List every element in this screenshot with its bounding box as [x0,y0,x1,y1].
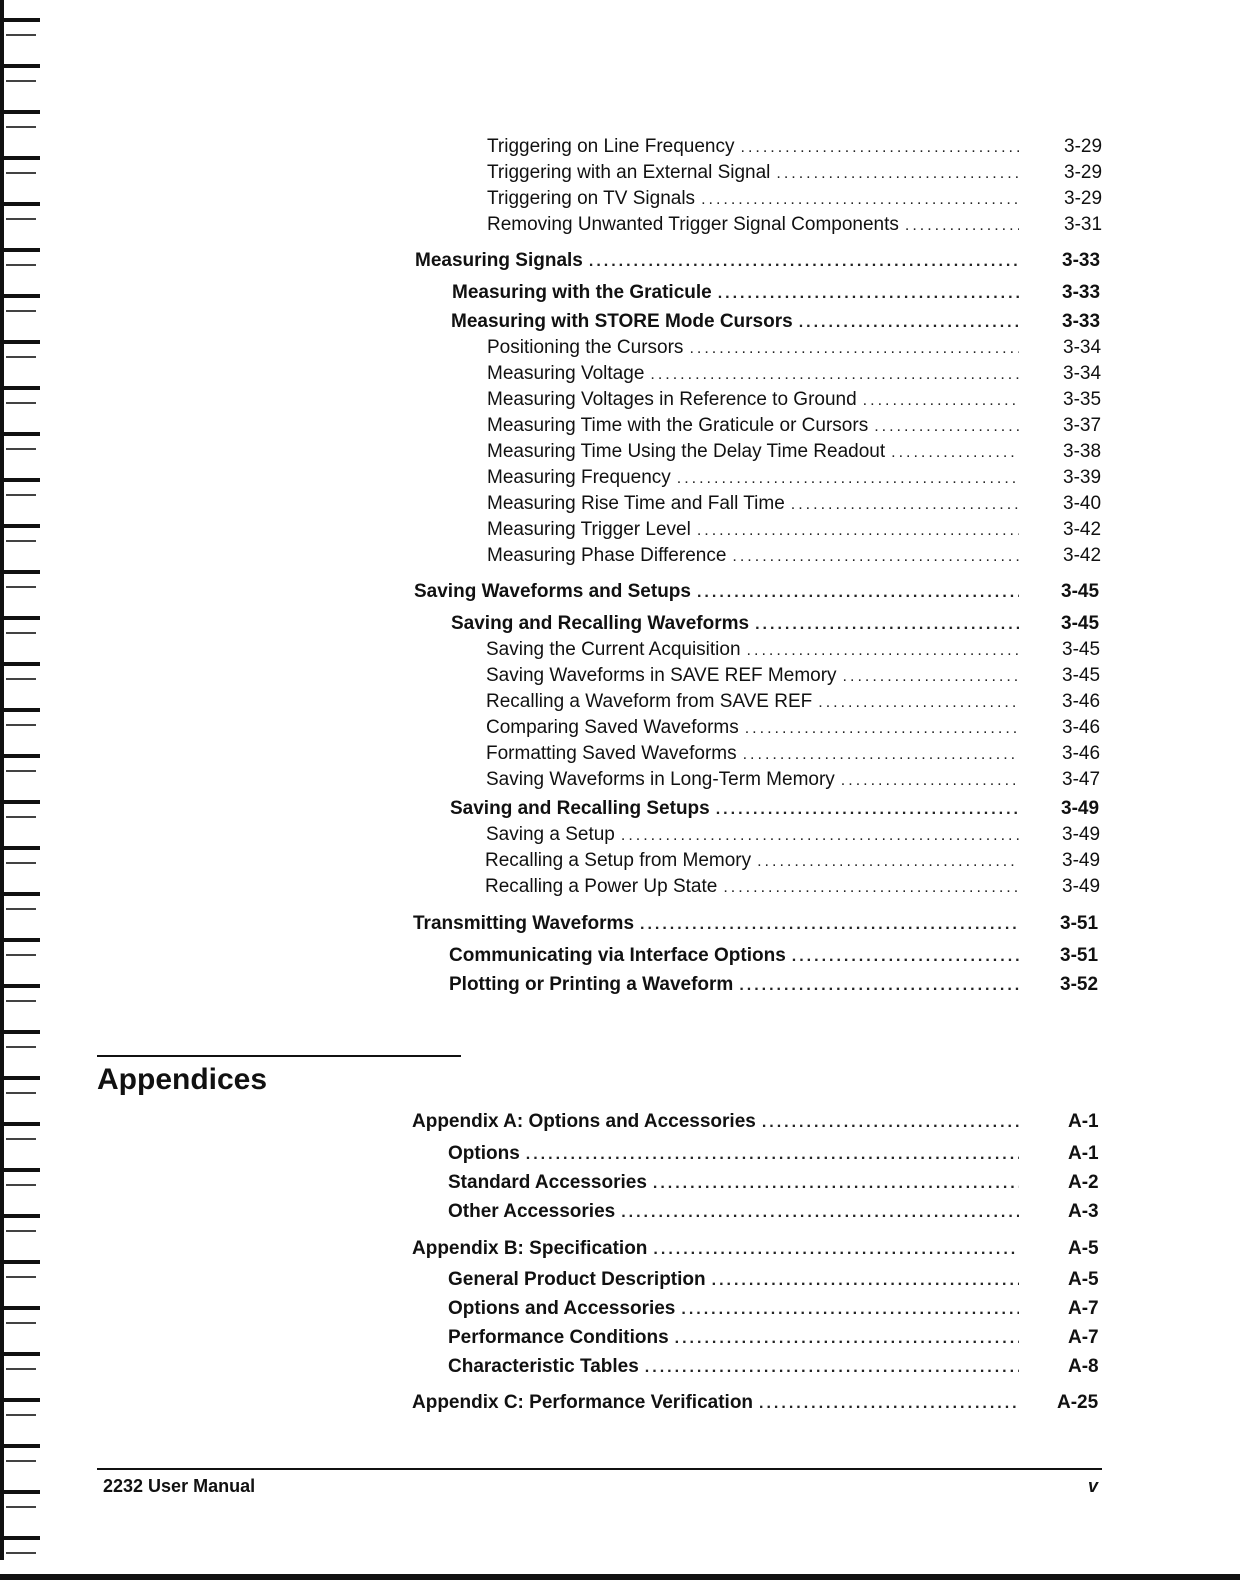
toc-page-number: 3-52 [1060,974,1099,995]
toc-page-number: 3-38 [1063,441,1102,462]
appendices-rule [97,1055,461,1057]
toc-section[interactable]: Measuring Signals ..... [415,249,1019,274]
toc-page-number: 3-46 [1062,717,1101,738]
toc-entry[interactable]: Triggering on Line Frequency ..... [487,135,1019,160]
toc-entry[interactable]: Measuring Time with the Graticule or Cursors ..... [487,414,1019,439]
toc-page-number: A-1 [1068,1143,1099,1164]
toc-entry[interactable]: Measuring Voltage ..... [487,362,1019,387]
footer-page-number: v [1088,1476,1099,1496]
toc-entry[interactable]: Recalling a Setup from Memory ..... [485,849,1019,874]
toc-entry[interactable]: Measuring Trigger Level ..... [487,518,1019,543]
toc-page-number: 3-49 [1061,798,1100,819]
appendices-heading: Appendices [97,1063,268,1096]
toc-page-number: 3-42 [1063,519,1102,540]
toc-subsection[interactable]: Characteristic Tables ..... [448,1355,1019,1380]
toc-page-number: A-7 [1068,1298,1099,1319]
toc-page-number: 3-45 [1061,581,1100,602]
toc-entry[interactable]: Measuring Time Using the Delay Time Readout ..... [487,440,1019,465]
toc-page-number: 3-51 [1060,945,1099,966]
toc-entry[interactable]: Comparing Saved Waveforms ..... [486,716,1019,741]
toc-entry[interactable]: Removing Unwanted Trigger Signal Components ..... [487,213,1019,238]
footer-manual-title: 2232 User Manual [103,1476,256,1496]
toc-entry[interactable]: Measuring Voltages in Reference to Ground ..... [487,388,1019,413]
toc-page-number: 3-49 [1062,876,1101,897]
toc-subsection[interactable]: Measuring with STORE Mode Cursors ..... [451,310,1019,335]
toc-entry[interactable]: Measuring Phase Difference ..... [487,544,1019,569]
toc-subsection[interactable]: Performance Conditions ..... [448,1326,1019,1351]
toc-page-number: A-1 [1068,1111,1099,1132]
toc-page-number: A-7 [1068,1327,1099,1348]
toc-page-number: A-5 [1068,1269,1099,1290]
toc-page-number: A-2 [1068,1172,1099,1193]
toc-entry[interactable]: Recalling a Power Up State ..... [485,875,1019,900]
toc-section[interactable]: Appendix A: Options and Accessories ..... [412,1110,1019,1135]
toc-page-number: 3-47 [1062,769,1101,790]
toc-subsection[interactable]: Options and Accessories ..... [448,1297,1019,1322]
toc-page-number: 3-31 [1064,214,1103,235]
toc-entry[interactable]: Triggering on TV Signals ..... [487,187,1019,212]
toc-section[interactable]: Transmitting Waveforms ..... [413,912,1019,937]
toc-page-number: 3-37 [1063,415,1102,436]
toc-entry[interactable]: Recalling a Waveform from SAVE REF ..... [486,690,1019,715]
toc-subsection[interactable]: Other Accessories ..... [448,1200,1019,1225]
toc-page-number: 3-45 [1062,639,1101,660]
toc-entry[interactable]: Saving the Current Acquisition ..... [486,638,1019,663]
toc-entry[interactable]: Saving a Setup ..... [486,823,1019,848]
toc-page-number: 3-45 [1061,613,1100,634]
toc-page-number: 3-46 [1062,691,1101,712]
toc-subsection[interactable]: Saving and Recalling Setups ..... [450,797,1019,822]
toc-page-number: 3-45 [1062,665,1101,686]
toc-page-number: 3-49 [1062,850,1101,871]
toc-page-number: A-8 [1068,1356,1099,1377]
toc-page-number: A-3 [1068,1201,1099,1222]
toc-subsection[interactable]: Measuring with the Graticule ..... [452,281,1019,306]
toc-section[interactable]: Appendix B: Specification ..... [412,1237,1019,1262]
toc-page-number: 3-29 [1064,188,1103,209]
toc-page-number: 3-33 [1062,311,1101,332]
toc-section[interactable]: Saving Waveforms and Setups ..... [414,580,1019,605]
toc-entry[interactable]: Saving Waveforms in Long-Term Memory ..... [486,768,1019,793]
toc-page-number: 3-49 [1062,824,1101,845]
toc-entry[interactable]: Positioning the Cursors ..... [487,336,1019,361]
toc-page-number: 3-29 [1064,136,1103,157]
toc-entry[interactable]: Measuring Rise Time and Fall Time ..... [487,492,1019,517]
toc-page-number: 3-33 [1062,282,1101,303]
toc-page-number: 3-29 [1064,162,1103,183]
toc-subsection[interactable]: Standard Accessories ..... [448,1171,1019,1196]
toc-subsection[interactable]: General Product Description ..... [448,1268,1019,1293]
toc-entry[interactable]: Triggering with an External Signal ..... [487,161,1019,186]
footer-rule [97,1468,1102,1470]
toc-page-number: 3-39 [1063,467,1102,488]
toc-subsection[interactable]: Options ..... [448,1142,1019,1167]
toc-subsection[interactable]: Plotting or Printing a Waveform ..... [449,973,1019,998]
toc-entry[interactable]: Measuring Frequency ..... [487,466,1019,491]
toc-page-number: 3-42 [1063,545,1102,566]
toc-entry[interactable]: Formatting Saved Waveforms ..... [486,742,1019,767]
toc-page-number: 3-51 [1060,913,1099,934]
scan-bottom-edge [0,1574,1240,1580]
binding-marks [6,0,36,1560]
toc-page-number: A-5 [1068,1238,1099,1259]
toc-page-number: 3-34 [1063,363,1102,384]
toc-entry[interactable]: Saving Waveforms in SAVE REF Memory ..... [486,664,1019,689]
toc-page-number: 3-34 [1063,337,1102,358]
toc-page-number: 3-33 [1062,250,1101,271]
toc-page-number: 3-35 [1063,389,1102,410]
toc-subsection[interactable]: Communicating via Interface Options ..... [449,944,1019,969]
toc-section[interactable]: Appendix C: Performance Verification ..... [412,1391,1019,1416]
toc-page-number: A-25 [1057,1392,1099,1413]
toc-page-number: 3-40 [1063,493,1102,514]
toc-subsection[interactable]: Saving and Recalling Waveforms ..... [451,612,1019,637]
toc-page-number: 3-46 [1062,743,1101,764]
